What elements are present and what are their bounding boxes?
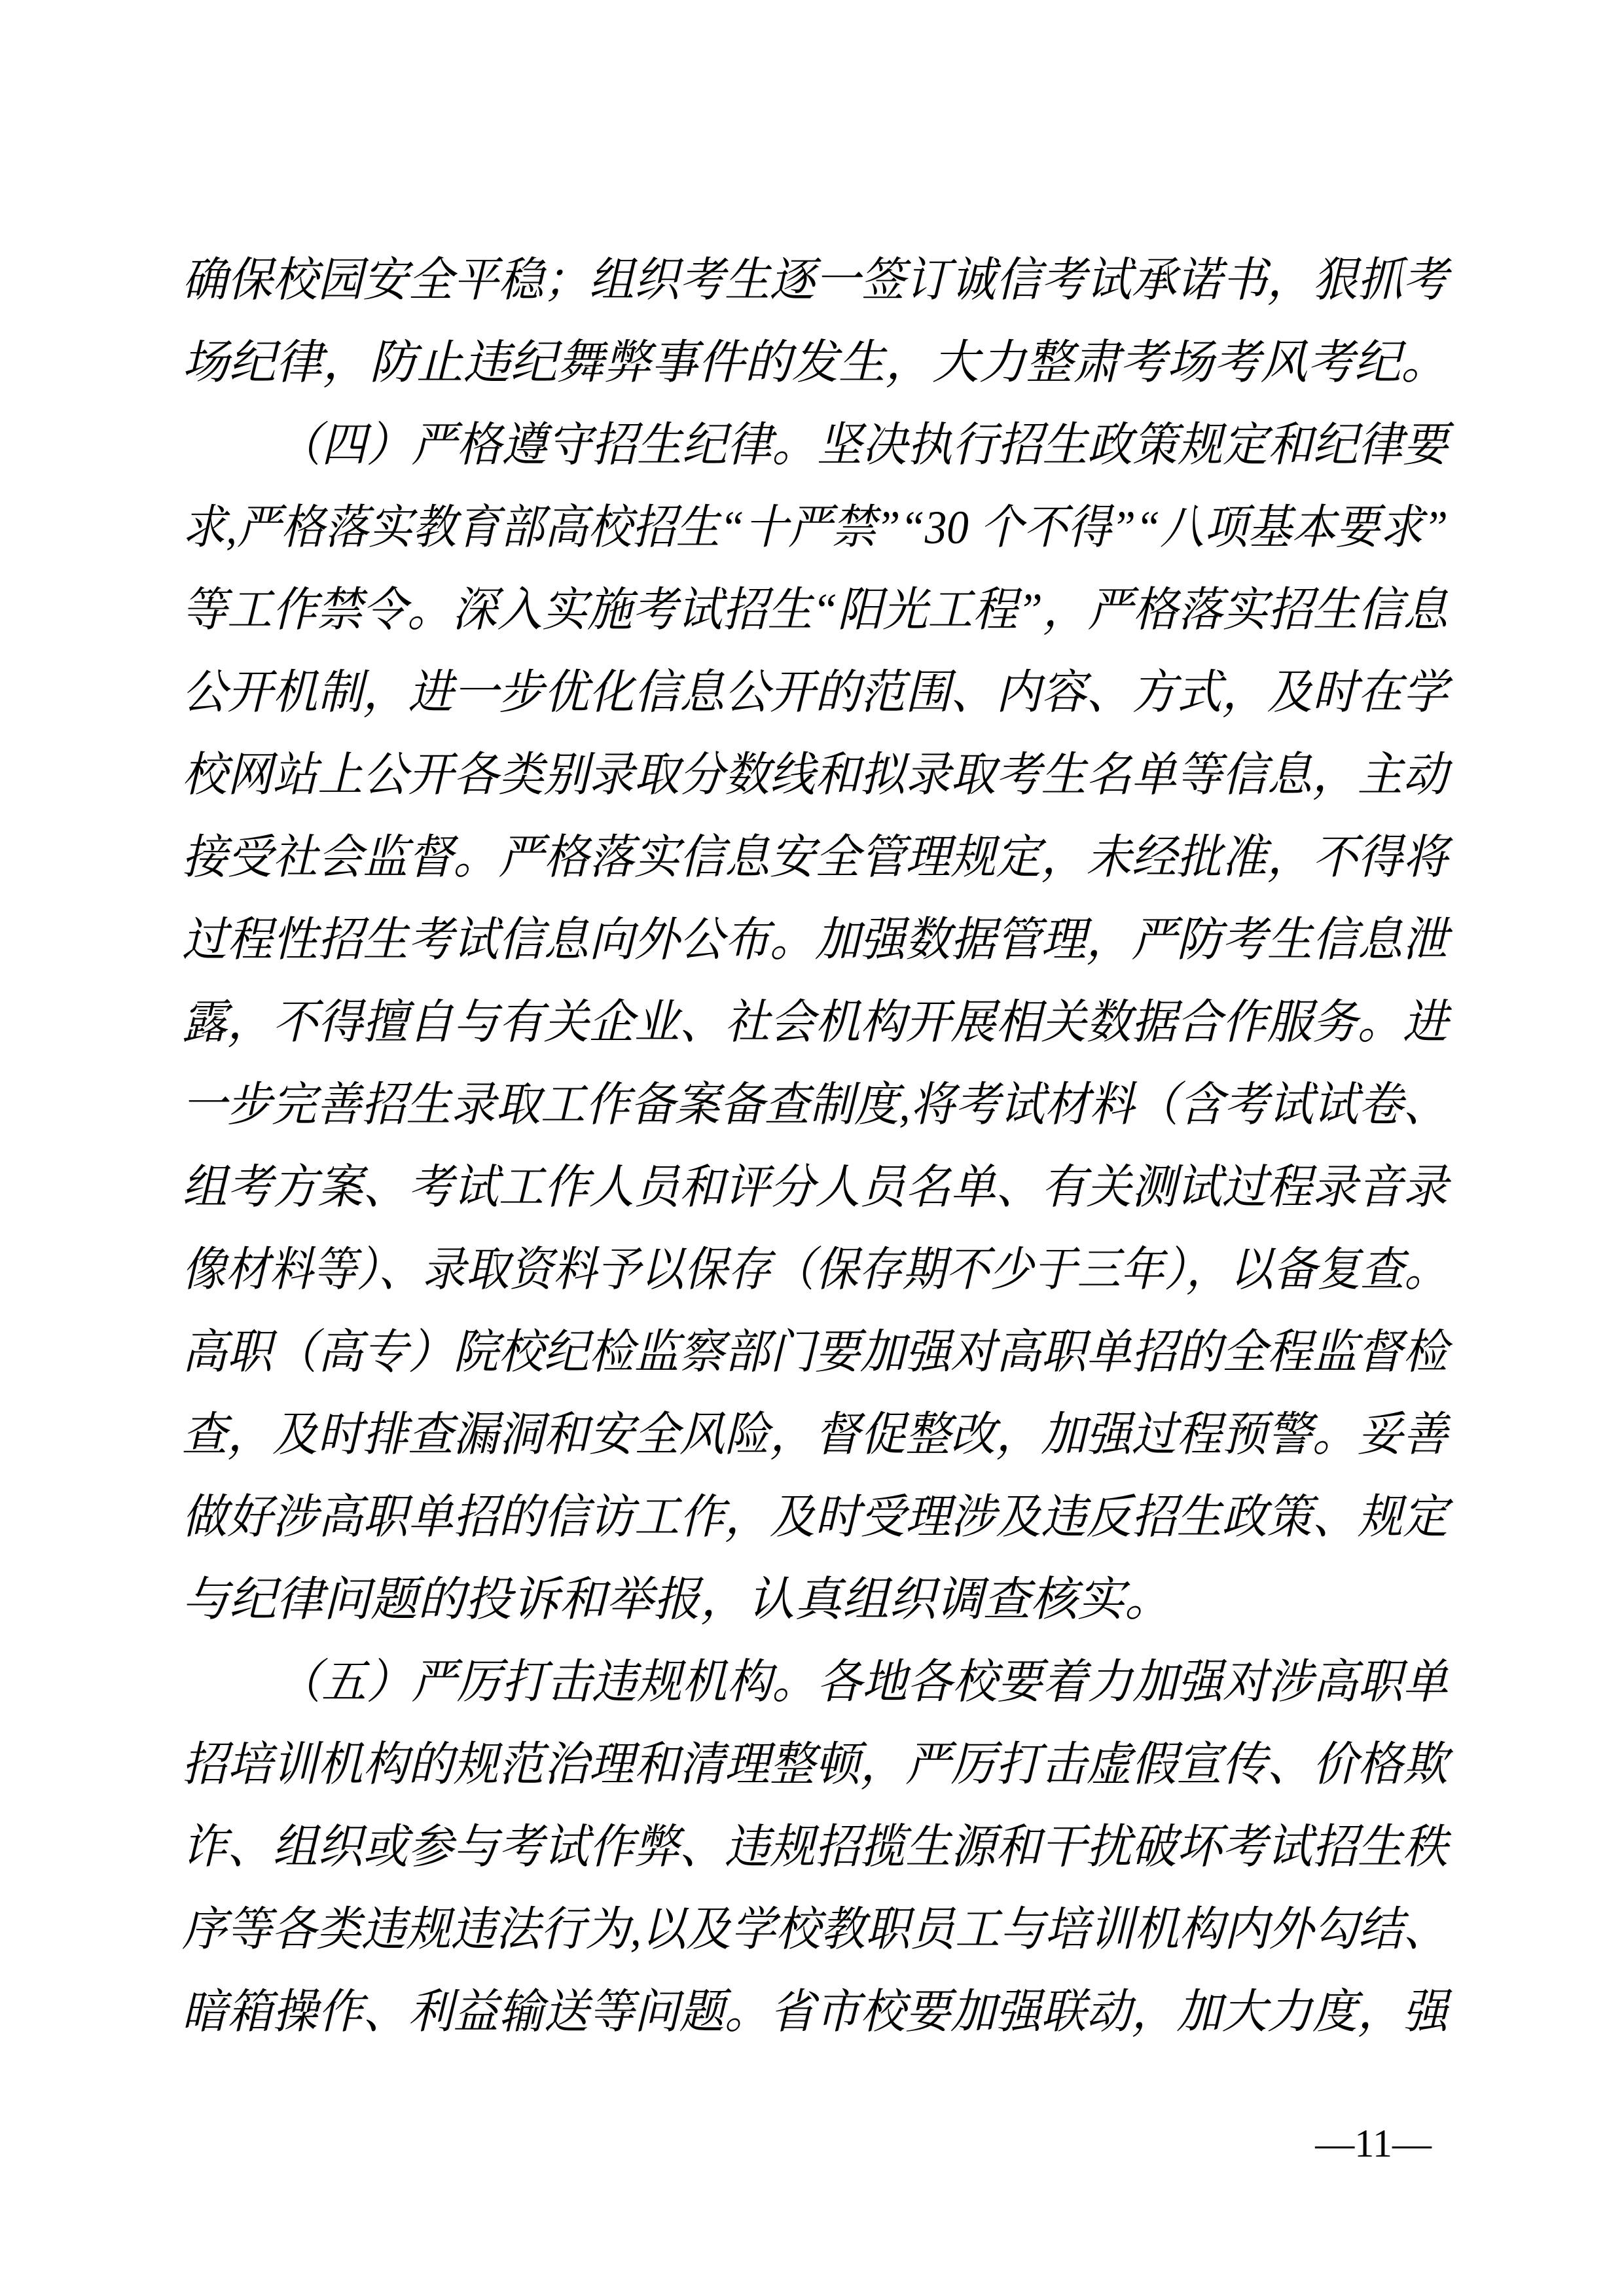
text-line xyxy=(182,486,1448,569)
text-line-content: 与纪律问题的投诉和举报，认真组织调查核实。 xyxy=(182,1573,1172,1626)
text-line-content: 过程性招生考试信息向外公布。加强数据管理，严防考生信息泄 xyxy=(182,914,1448,966)
text-line-content: 高职（高专）院校纪检监察部门要加强对高职单招的全程监督检 xyxy=(182,1326,1448,1378)
text-line xyxy=(182,651,1448,734)
text-line-content: 像材料等）、录取资料予以保存（保存期不少于三年），以备复查。 xyxy=(182,1244,1448,1296)
text-line-content: 组考方案、考试工作人员和评分人员名单、有关测试过程录音录 xyxy=(182,1161,1448,1213)
text-line xyxy=(182,1476,1448,1558)
text-line-content: 露，不得擅自与有关企业、社会机构开展相关数据合作服务。进 xyxy=(182,996,1448,1049)
text-line-content: 场纪律，防止违纪舞弊事件的发生，大力整肃考场考风考纪。 xyxy=(182,336,1448,389)
text-line-content: （四）严格遵守招生纪律。坚决执行招生政策规定和纪律要 xyxy=(276,419,1449,471)
text-line xyxy=(182,1558,1448,1641)
text-line xyxy=(182,1064,1448,1146)
text-line xyxy=(182,816,1448,899)
text-line xyxy=(182,1146,1448,1229)
text-line xyxy=(182,321,1448,404)
text-line xyxy=(182,1888,1448,1971)
text-line xyxy=(182,1311,1448,1393)
text-line xyxy=(182,404,1448,486)
text-line xyxy=(182,1641,1448,1723)
text-line xyxy=(182,1229,1448,1311)
text-line xyxy=(182,239,1448,321)
text-line-content: 求,严格落实教育部高校招生“十严禁”“30 个不得”“八项基本要求” xyxy=(182,501,1449,554)
text-line-content: 做好涉高职单招的信访工作，及时受理涉及违反招生政策、规定 xyxy=(182,1491,1448,1543)
text-line-content: 接受社会监督。严格落实信息安全管理规定，未经批准，不得将 xyxy=(182,831,1448,884)
text-line xyxy=(182,1806,1448,1888)
text-line-content: 暗箱操作、利益输送等问题。省市校要加强联动，加大力度，强 xyxy=(182,1986,1448,2038)
text-block xyxy=(182,239,1448,2053)
text-line-content: 公开机制，进一步优化信息公开的范围、内容、方式，及时在学 xyxy=(182,666,1448,719)
text-line xyxy=(182,1393,1448,1476)
text-line xyxy=(182,1971,1448,2053)
text-line xyxy=(182,1723,1448,1806)
text-line-content: （五）严厉打击违规机构。各地各校要着力加强对涉高职单 xyxy=(276,1656,1449,1708)
text-line xyxy=(182,569,1448,651)
text-line-content: 确保校园安全平稳；组织考生逐一签订诚信考试承诺书，狠抓考 xyxy=(182,254,1448,306)
text-line-content: 序等各类违规违法行为,以及学校教职员工与培训机构内外勾结、 xyxy=(182,1903,1448,1956)
text-line-content: 等工作禁令。深入实施考试招生“阳光工程”，严格落实招生信息 xyxy=(182,584,1449,636)
text-line xyxy=(182,734,1448,816)
text-line xyxy=(182,981,1448,1064)
page-number: —11— xyxy=(1315,2122,1432,2165)
text-line xyxy=(182,899,1448,981)
text-line-content: 一步完善招生录取工作备案备查制度,将考试材料（含考试试卷、 xyxy=(182,1079,1448,1131)
text-line-content: 校网站上公开各类别录取分数线和拟录取考生名单等信息，主动 xyxy=(182,749,1448,801)
text-line-content: 招培训机构的规范治理和清理整顿，严厉打击虚假宣传、价格欺 xyxy=(182,1738,1448,1791)
text-line-content: 诈、组织或参与考试作弊、违规招揽生源和干扰破坏考试招生秩 xyxy=(182,1821,1448,1873)
text-line-content: 查，及时排查漏洞和安全风险，督促整改，加强过程预警。妥善 xyxy=(182,1408,1448,1461)
